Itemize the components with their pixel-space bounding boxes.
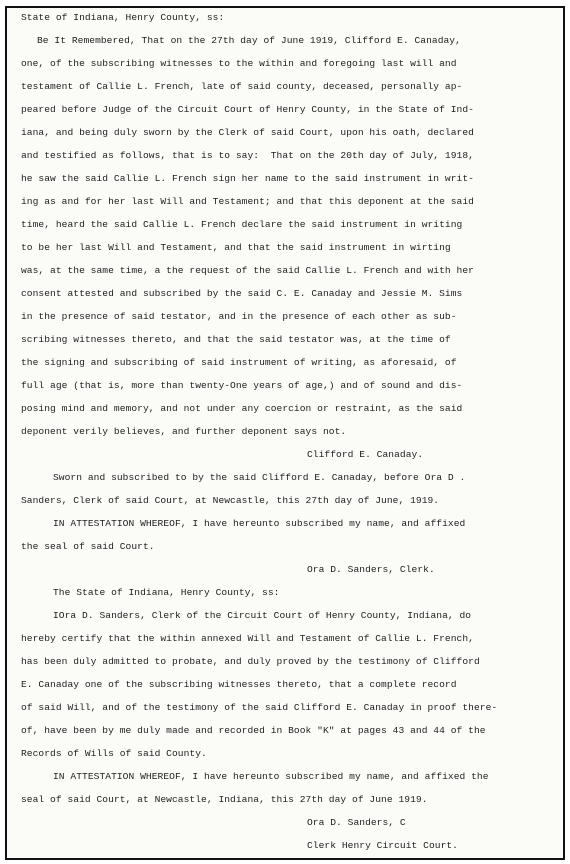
document-body: [7, 8, 563, 858]
document-line: Ora D. Sanders, C: [307, 817, 406, 828]
document-line: full age (that is, more than twenty-One years of age,) and of sound and dis-: [21, 380, 463, 391]
document-line: peared before Judge of the Circuit Court of Henry County, in the State of Ind-: [21, 104, 474, 115]
document-line: The State of Indiana, Henry County, ss:: [53, 587, 280, 598]
document-line: of, have been by me duly made and recorded in Book "K" at pages 43 and 44 of the: [21, 725, 486, 736]
document-line: IOra D. Sanders, Clerk of the Circuit Court of Henry County, Indiana, do: [53, 610, 472, 621]
document-line: IN ATTESTATION WHEREOF, I have hereunto subscribed my name, and affixed the: [53, 771, 489, 782]
document-line: hereby certify that the within annexed Will and Testament of Callie L. French,: [21, 633, 474, 644]
document-line: the seal of said Court.: [21, 541, 155, 552]
document-line: scribing witnesses thereto, and that the said testator was, at the time of: [21, 334, 451, 345]
document-line: iana, and being duly sworn by the Clerk of said Court, upon his oath, declared: [21, 127, 474, 138]
document-line: to be her last Will and Testament, and that the said instrument in wirting: [21, 242, 451, 253]
document-line: consent attested and subscribed by the said C. E. Canaday and Jessie M. Sims: [21, 288, 463, 299]
document-line: he saw the said Callie L. French sign her name to the said instrument in writ-: [21, 173, 474, 184]
document-line: was, at the same time, a the request of the said Callie L. French and with her: [21, 265, 474, 276]
document-line: Clerk Henry Circuit Court.: [307, 840, 458, 851]
document-line: Clifford E. Canaday.: [307, 449, 424, 460]
document-line: has been duly admitted to probate, and duly proved by the testimony of Clifford: [21, 656, 480, 667]
document-line: testament of Callie L. French, late of said county, deceased, personally ap-: [21, 81, 463, 92]
document-line: Ora D. Sanders, Clerk.: [307, 564, 435, 575]
document-line: seal of said Court, at Newcastle, Indiana, this 27th day of June 1919.: [21, 794, 428, 805]
document-line: of said Will, and of the testimony of the said Clifford E. Canaday in proof there-: [21, 702, 498, 713]
document-line: and testified as follows, that is to say: That on the 20th day of July, 1918,: [21, 150, 474, 161]
document-line: ing as and for her last Will and Testament; and that this deponent at the said: [21, 196, 474, 207]
document-line: deponent verily believes, and further deponent says not.: [21, 426, 347, 437]
document-line: time, heard the said Callie L. French declare the said instrument in writing: [21, 219, 463, 230]
document-line: State of Indiana, Henry County, ss:: [21, 12, 225, 23]
document-line: Records of Wills of said County.: [21, 748, 207, 759]
document-line: IN ATTESTATION WHEREOF, I have hereunto subscribed my name, and affixed: [53, 518, 466, 529]
document-line: the signing and subscribing of said instrument of writing, as aforesaid, of: [21, 357, 457, 368]
document-line: Be It Remembered, That on the 27th day of June 1919, Clifford E. Canaday,: [37, 35, 461, 46]
document-page: [5, 6, 565, 860]
document-line: E. Canaday one of the subscribing witnesses thereto, that a complete record: [21, 679, 457, 690]
document-line: in the presence of said testator, and in the presence of each other as sub-: [21, 311, 457, 322]
document-line: posing mind and memory, and not under any coercion or restraint, as the said: [21, 403, 463, 414]
document-line: Sanders, Clerk of said Court, at Newcastle, this 27th day of June, 1919.: [21, 495, 440, 506]
document-line: Sworn and subscribed to by the said Clifford E. Canaday, before Ora D .: [53, 472, 466, 483]
document-line: one, of the subscribing witnesses to the within and foregoing last will and: [21, 58, 457, 69]
